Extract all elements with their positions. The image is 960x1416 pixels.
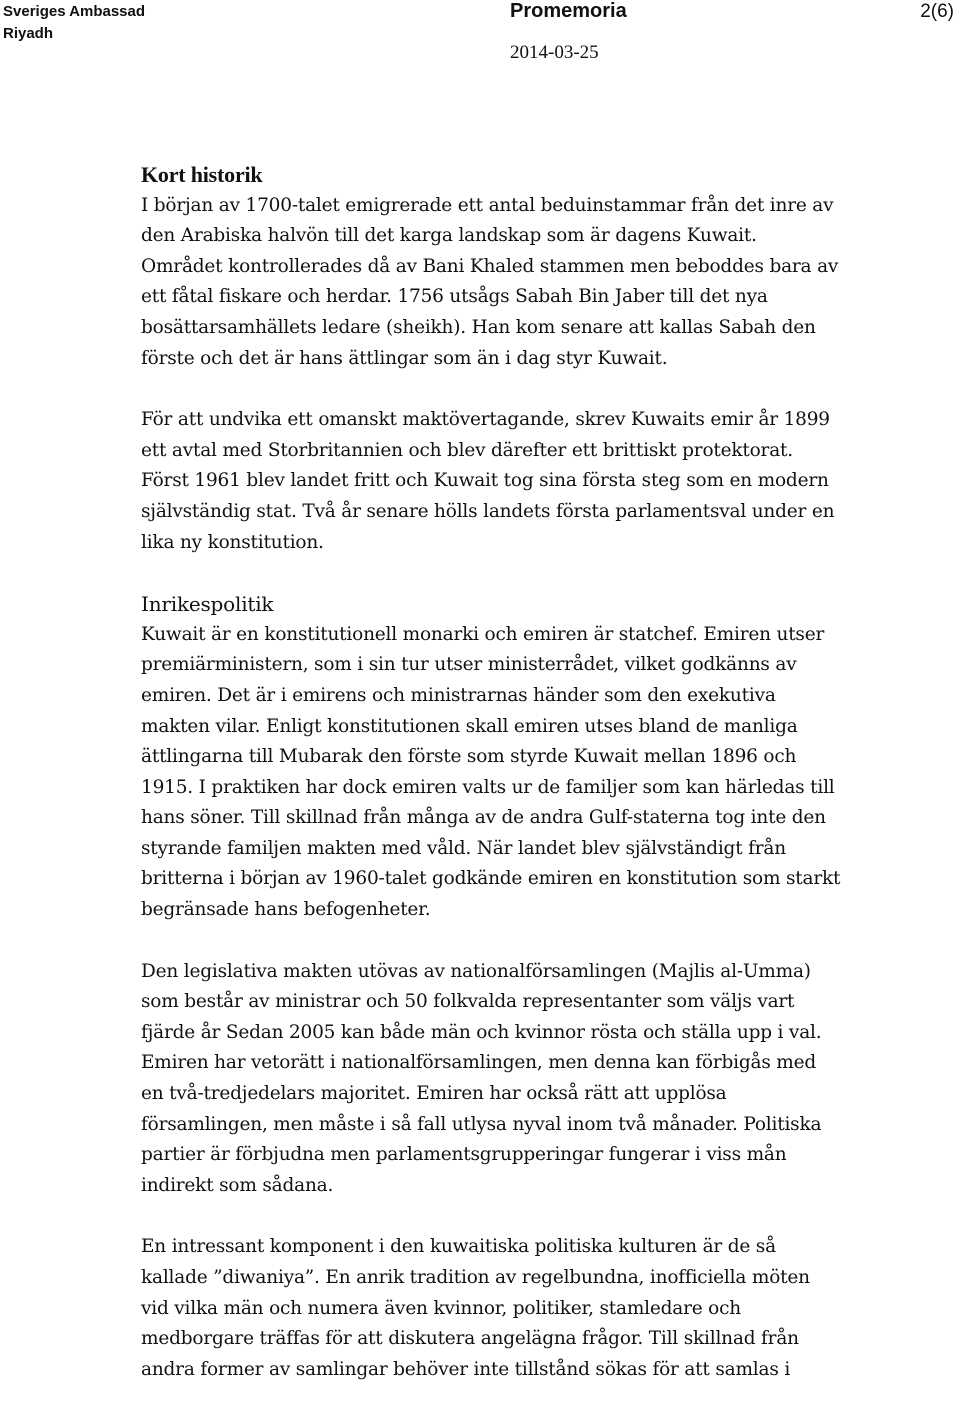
document-date: 2014-03-25 bbox=[510, 42, 599, 63]
document-type: Promemoria bbox=[510, 0, 627, 22]
paragraph: Kuwait är en konstitutionell monarki och emiren är statchef. Emiren utser premiärministern, som i sin tur utser ministerrådet, vilket godkänns av emiren. Det är i emirens och ministrarnas händer som den exekutiva makten vilar. Enligt konstitutionen skall emiren utses bland de manliga ättlingarna till Mubarak den förste som styrde Kuwait mellan 1896 och 1915. I praktiken har dock emiren valts ur de familjer som kan härledas till hans söner. Till skillnad från många av de andra Gulf-staterna tog inte den styrande familjen makten med våld. När landet blev självständigt från britterna i början av 1960-talet godkände emiren en konstitution som starkt begränsade hans befogenheter. bbox=[141, 623, 841, 921]
sender-city: Riyadh bbox=[3, 25, 54, 42]
document-body bbox=[141, 160, 841, 1416]
paragraph: I början av 1700-talet emigrerade ett antal beduinstammar från det inre av den Arabiska halvön till det karga landskap som är dagens Kuwait. Området kontrollerades då av Bani Khaled stammen men beboddes bara av ett fåtal fiskare och herdar. 1756 utsågs Sabah Bin Jaber till det nya bosättarsamhällets ledare (sheikh). Han kom senare att kallas Sabah den förste och det är hans ättlingar som än i dag styr Kuwait. bbox=[141, 194, 839, 369]
paragraph: För att undvika ett omanskt maktövertagande, skrev Kuwaits emir år 1899 ett avtal med Storbritannien och blev därefter ett brittiskt protektorat. Först 1961 blev landet fritt och Kuwait tog sina första steg som en modern självständig stat. Två år senare hölls landets första parlamentsval under en lika ny konstitution. bbox=[141, 409, 835, 553]
paragraph: Den legislativa makten utövas av nationalförsamlingen (Majlis al-Umma) som består av ministrar och 50 folkvalda representanter som väljs vart fjärde år Sedan 2005 kan både män och kvinnor rösta och ställa upp i val. Emiren har vetorätt i nationalförsamlingen, men denna kan förbigås med en två-tredjedelars majoritet. Emiren har också rätt att upplösa församlingen, men måste i så fall utlysa nyval inom två månader. Politiska partier är förbjudna men parlamentsgrupperingar fungerar i viss mån indirekt som sådana. bbox=[141, 960, 822, 1196]
page-number: 2(6) bbox=[920, 1, 954, 22]
page-header bbox=[0, 0, 960, 63]
section-heading-domestic-politics: Inrikespolitik bbox=[141, 592, 274, 617]
paragraph: En intressant komponent i den kuwaitiska politiska kulturen är de så kallade ”diwaniya”. En anrik tradition av regelbundna, inofficiella möten vid vilka män och numera även kvinnor, politiker, stamledare och medborgare träffas för att diskutera angelägna frågor. Till skillnad från andra former av samlingar behöver inte tillstånd sökas för att samlas i bbox=[141, 1236, 810, 1380]
section-heading-history: Kort historik bbox=[141, 162, 263, 187]
sender-block bbox=[3, 1, 145, 45]
sender-name: Sveriges Ambassad bbox=[3, 3, 146, 20]
